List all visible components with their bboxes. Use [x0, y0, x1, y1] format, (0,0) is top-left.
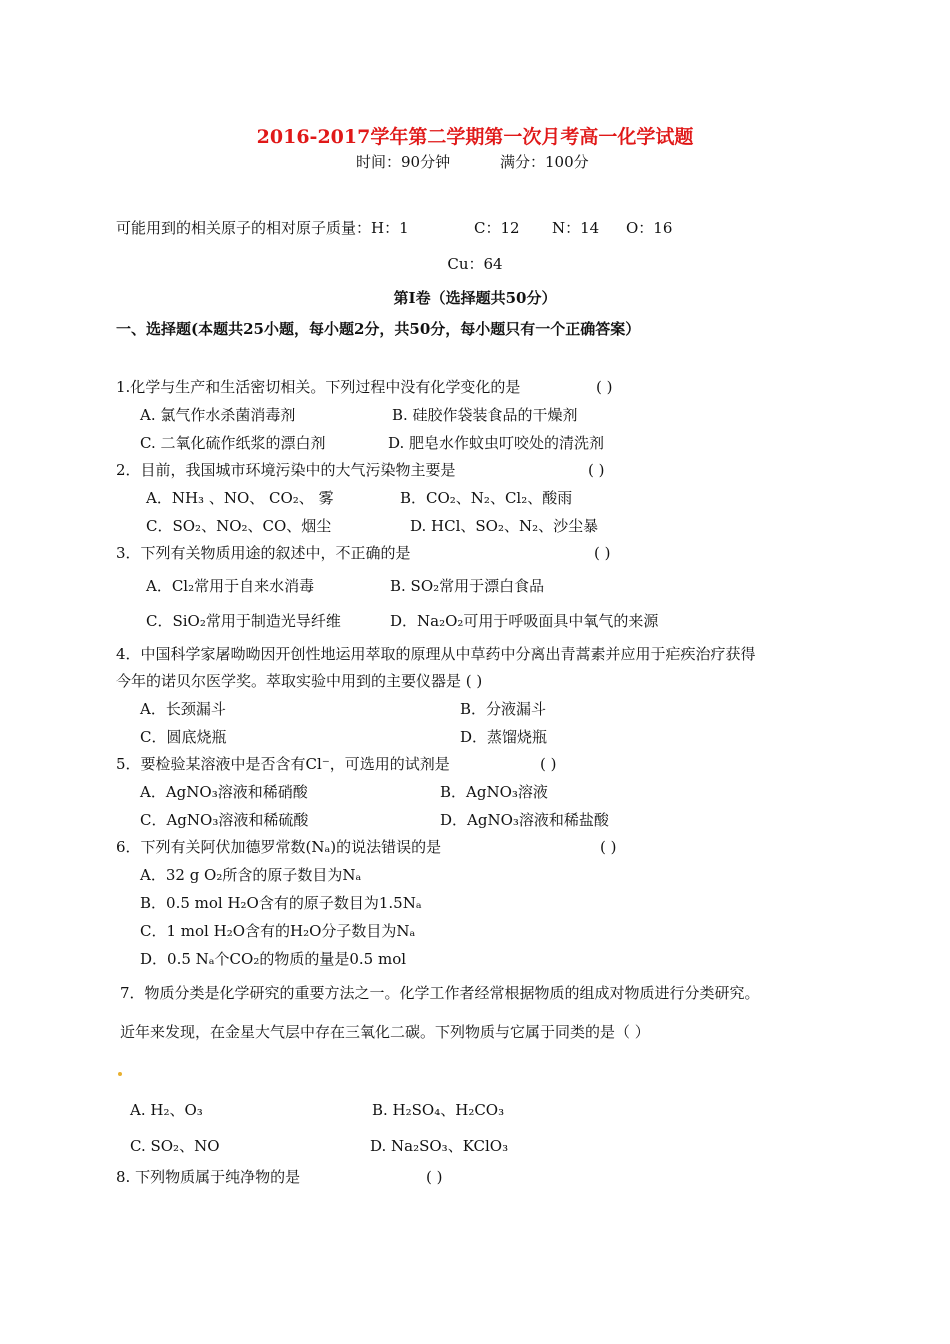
question-4-option-c: C．圆底烧瓶 [140, 728, 227, 746]
question-4-option-d: D．蒸馏烧瓶 [460, 728, 548, 746]
question-3-option-a: A．Cl₂常用于自来水消毒 [146, 577, 315, 595]
question-4-stem-line1: 4．中国科学家屠呦呦因开创性地运用萃取的原理从中草药中分离出青蒿素并应用于疟疾治疗获得 [116, 645, 756, 663]
question-6-option-a: A．32 g O₂所含的原子数目为Nₐ [140, 866, 362, 884]
question-7-option-c: C. SO₂、NO [130, 1137, 220, 1155]
question-5-option-b: B．AgNO₃溶液 [440, 783, 548, 801]
question-1-stem: 1.化学与生产和生活密切相关。下列过程中没有化学变化的是 [116, 378, 521, 396]
question-2-stem: 2．目前，我国城市环境污染中的大气污染物主要是 [116, 461, 456, 479]
question-2-answer-blank: ( ) [588, 461, 605, 479]
question-2-option-b: B．CO₂、N₂、Cl₂、酸雨 [400, 489, 573, 507]
question-4-option-a: A．长颈漏斗 [140, 700, 226, 718]
volume-heading: 第Ⅰ卷（选择题共50分） [393, 289, 557, 307]
question-5-answer-blank: ( ) [540, 755, 557, 773]
question-3-option-c: C．SiO₂常用于制造光导纤维 [146, 612, 341, 630]
question-7-option-d: D. Na₂SO₃、KClO₃ [370, 1137, 509, 1155]
question-2-option-c: C．SO₂、NO₂、CO、烟尘 [146, 517, 332, 535]
question-5-stem: 5．要检验某溶液中是否含有Cl⁻，可选用的试剂是 [116, 755, 450, 773]
question-7-stem-line1: 7．物质分类是化学研究的重要方法之一。化学工作者经常根据物质的组成对物质进行分类研究。 [120, 984, 760, 1002]
question-7-option-b: B. H₂SO₄、H₂CO₃ [372, 1101, 505, 1119]
question-6-option-d: D．0.5 Nₐ个CO₂的物质的量是0.5 mol [140, 950, 407, 968]
question-6-option-c: C．1 mol H₂O含有的H₂O分子数目为Nₐ [140, 922, 416, 940]
exam-time: 时间：90分钟 [356, 153, 451, 171]
question-3-stem: 3．下列有关物质用途的叙述中，不正确的是 [116, 544, 411, 562]
question-2-option-d: D. HCl、SO₂、N₂、沙尘暴 [410, 517, 599, 535]
atomic-mass-n: N：14 [552, 219, 600, 237]
question-4-stem-line2: 今年的诺贝尔医学奖。萃取实验中用到的主要仪器是 ( ) [116, 672, 483, 690]
question-5-option-a: A．AgNO₃溶液和稀硝酸 [140, 783, 308, 801]
question-6-answer-blank: ( ) [600, 838, 617, 856]
atomic-mass-c: C：12 [474, 219, 520, 237]
question-6-stem: 6．下列有关阿伏加德罗常数(Nₐ)的说法错误的是 [116, 838, 442, 856]
question-4-option-b: B．分液漏斗 [460, 700, 547, 718]
question-8-stem: 8. 下列物质属于纯净物的是 [116, 1168, 301, 1186]
question-1-answer-blank: ( ) [596, 378, 613, 396]
question-6-option-b: B．0.5 mol H₂O含有的原子数目为1.5Nₐ [140, 894, 422, 912]
question-8-answer-blank: ( ) [426, 1168, 443, 1186]
question-1-option-c: C. 二氧化硫作纸浆的漂白剂 [140, 434, 326, 452]
ink-speck [118, 1072, 122, 1076]
exam-title: 2016-2017学年第二学期第一次月考高一化学试题 [256, 126, 694, 148]
atomic-mass-line: 可能用到的相关原子的相对原子质量：H：1 [116, 219, 409, 237]
question-1-option-b: B. 硅胶作袋装食品的干燥剂 [392, 406, 578, 424]
atomic-mass-o: O：16 [626, 219, 673, 237]
exam-score: 满分：100分 [500, 153, 589, 171]
question-7-stem-line2: 近年来发现，在金星大气层中存在三氧化二碳。下列物质与它属于同类的是（ ） [120, 1023, 650, 1041]
question-1-option-a: A. 氯气作水杀菌消毒剂 [140, 406, 296, 424]
question-5-option-d: D．AgNO₃溶液和稀盐酸 [440, 811, 609, 829]
question-3-answer-blank: ( ) [594, 544, 611, 562]
question-1-option-d: D. 肥皂水作蚊虫叮咬处的清洗剂 [388, 434, 605, 452]
question-3-option-d: D．Na₂O₂可用于呼吸面具中氧气的来源 [390, 612, 659, 630]
atomic-mass-cu: Cu：64 [447, 255, 503, 273]
section-instruction: 一、选择题(本题共25小题，每小题2分，共50分，每小题只有一个正确答案） [116, 320, 641, 338]
question-3-option-b: B. SO₂常用于漂白食品 [390, 577, 545, 595]
question-5-option-c: C．AgNO₃溶液和稀硫酸 [140, 811, 309, 829]
question-2-option-a: A．NH₃ 、NO、 CO₂、 雾 [146, 489, 334, 507]
question-7-option-a: A. H₂、O₃ [130, 1101, 203, 1119]
